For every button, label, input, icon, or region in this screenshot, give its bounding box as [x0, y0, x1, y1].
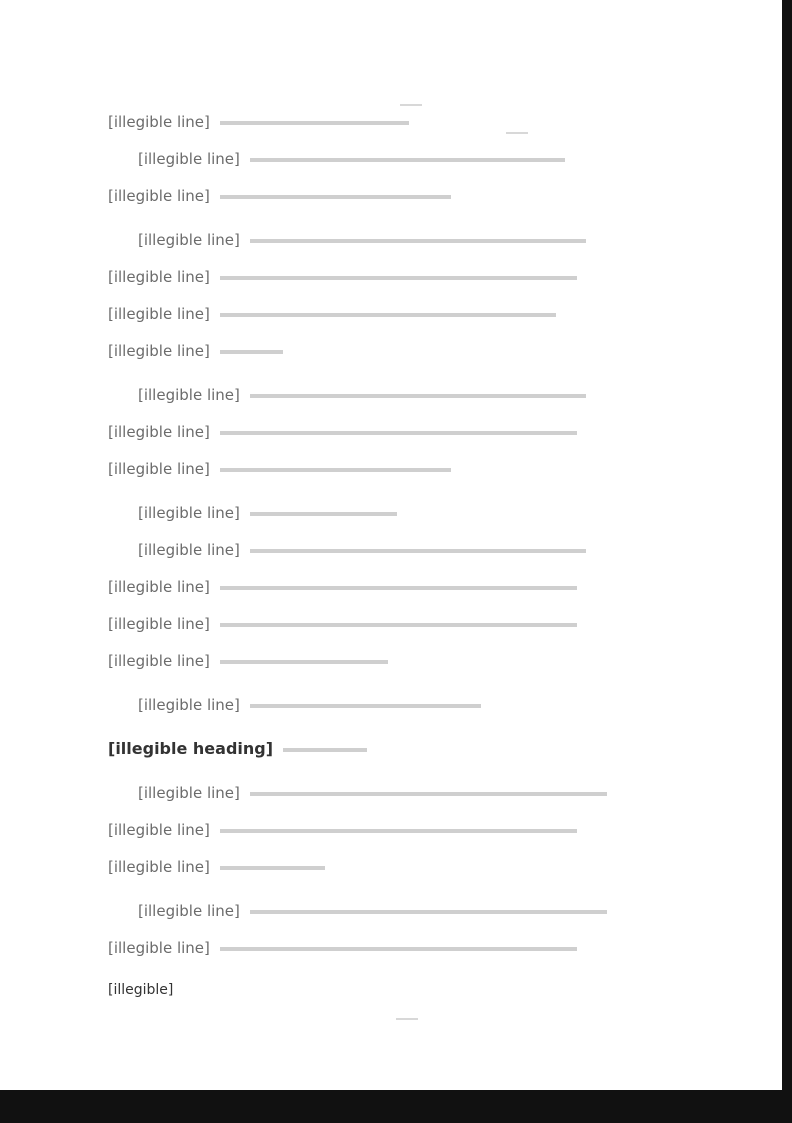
text-line: [illegible line]: [108, 149, 694, 169]
text-line: [illegible line]: [108, 901, 694, 921]
section-heading: [illegible heading]: [108, 739, 694, 759]
text-line: [illegible line]: [108, 304, 694, 324]
text-line: [illegible line]: [108, 112, 694, 132]
scan-speck: [396, 1018, 418, 1020]
text-line: [illegible line]: [108, 385, 694, 405]
text-line: [illegible line]: [108, 422, 694, 442]
page-number: [illegible]: [108, 982, 174, 998]
text-line: [illegible line]: [108, 540, 694, 560]
text-line: [illegible line]: [108, 577, 694, 597]
text-line: [illegible line]: [108, 938, 694, 958]
text-line: [illegible line]: [108, 186, 694, 206]
text-line: [illegible line]: [108, 341, 694, 361]
scan-speck: [400, 104, 422, 106]
scan-edge-bottom: [0, 1090, 792, 1123]
text-line: [illegible line]: [108, 857, 694, 877]
text-line: [illegible line]: [108, 459, 694, 479]
text-line: [illegible line]: [108, 230, 694, 250]
text-line: [illegible line]: [108, 503, 694, 523]
text-line: [illegible line]: [108, 820, 694, 840]
text-line: [illegible line]: [108, 695, 694, 715]
text-line: [illegible line]: [108, 614, 694, 634]
document-body: [108, 112, 694, 975]
text-line: [illegible line]: [108, 267, 694, 287]
text-line: [illegible line]: [108, 783, 694, 803]
text-line: [illegible line]: [108, 651, 694, 671]
scan-edge-right: [782, 0, 792, 1090]
